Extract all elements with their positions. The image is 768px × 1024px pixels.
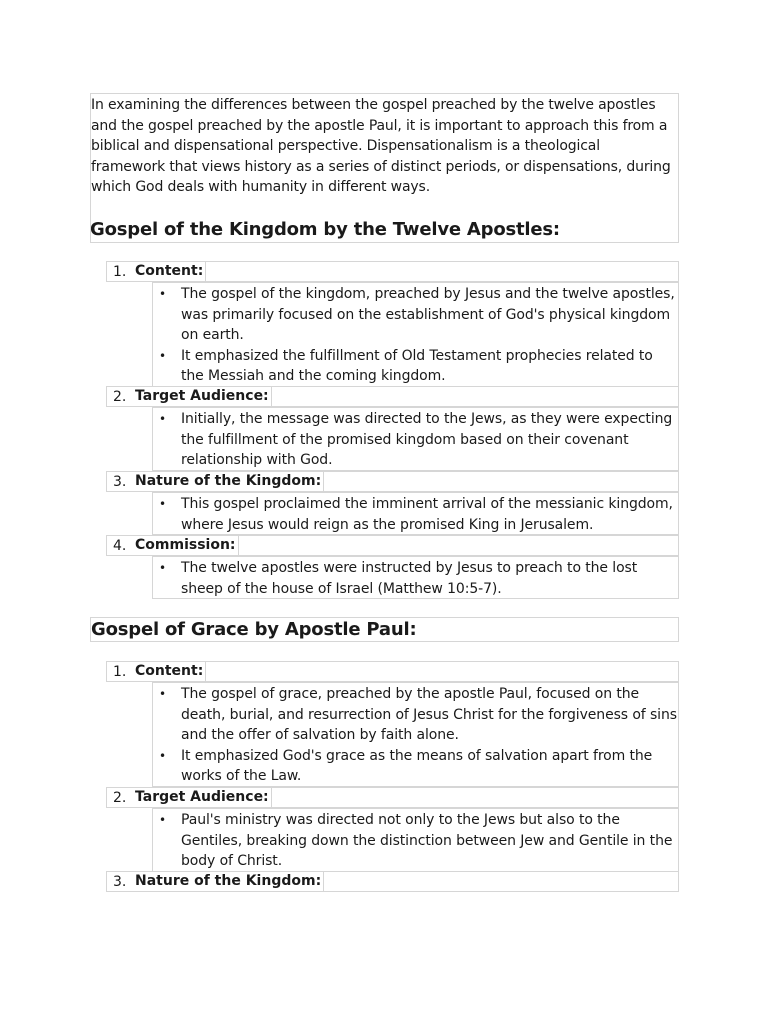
list-label: Commission: [135,535,239,556]
list-label: Content: [135,661,206,682]
bullet-item: • It emphasized God's grace as the means of salvation apart from the works of the Law. [181,746,678,787]
bullet-item: • This gospel proclaimed the imminent arrival of the messianic kingdom, where Jesus would reign as the promised King in Jerusalem. [181,494,678,535]
section2-heading: Gospel of Grace by Apostle Paul: [90,617,679,642]
bullet-group [152,682,679,787]
list-item [106,261,679,282]
list-label: Nature of the Kingdom: [135,871,324,892]
list-number: 3. [113,474,127,490]
bullet-item: • Paul's ministry was directed not only to the Jews but also to the Gentiles, breaking down the distinction between Jew and Gentile in the body of Christ. [181,810,678,872]
bullet-item: • It emphasized the fulfillment of Old Testament prophecies related to the Messiah and the coming kingdom. [181,346,678,387]
section1-heading: Gospel of the Kingdom by the Twelve Apostles: [90,219,560,240]
list-item [106,871,679,892]
list-item [106,787,679,808]
list-item [106,535,679,556]
bullet-item: • The gospel of the kingdom, preached by Jesus and the twelve apostles, was primarily focused on the establishment of God's physical kingdom on earth. [181,284,678,346]
list-item [106,471,679,492]
list-number: 3. [113,874,127,890]
bullet-item: • Initially, the message was directed to the Jews, as they were expecting the fulfillment of the promised kingdom based on their covenant relationship with God. [181,409,678,471]
list-label: Nature of the Kingdom: [135,471,324,492]
bullet-group [152,492,679,535]
bullet-item: • The twelve apostles were instructed by Jesus to preach to the lost sheep of the house of Israel (Matthew 10:5-7). [181,558,678,599]
bullet-item: • The gospel of grace, preached by the apostle Paul, focused on the death, burial, and resurrection of Jesus Christ for the forgiveness of sins and the offer of salvation by faith alone. [181,684,678,746]
section1-heading-frame [90,220,679,243]
list-item [106,386,679,407]
bullet-group [152,407,679,471]
bullet-group [152,282,679,387]
list-label: Target Audience: [135,386,272,407]
list-number: 4. [113,538,127,554]
bullet-group [152,808,679,872]
list-item [106,661,679,682]
list-label: Content: [135,261,206,282]
list-number: 2. [113,389,127,405]
bullet-group [152,556,679,599]
list-number: 2. [113,790,127,806]
list-number: 1. [113,264,127,280]
intro-text: In examining the differences between the gospel preached by the twelve apostles and the gospel preached by the apostle Paul, it is important to approach this from a biblical and dispensational perspective. Dispensationalism is a theological framework that views history as a series of distinct periods, or dispensations, during which God deals with humanity in different ways. [91,97,671,196]
list-number: 1. [113,664,127,680]
list-label: Target Audience: [135,787,272,808]
